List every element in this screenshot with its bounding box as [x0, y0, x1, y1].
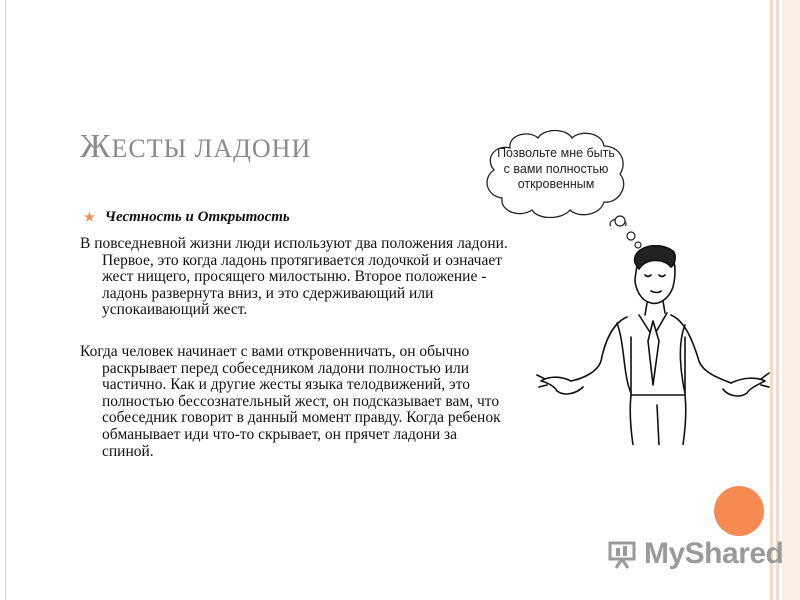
border-stripe [776, 0, 779, 600]
watermark-logo [606, 537, 783, 571]
border-stripe [770, 0, 773, 600]
subheading [84, 209, 290, 226]
man-open-palms-icon [535, 245, 770, 445]
paragraph-2-text: Когда человек начинает с вами откровенничать, он обычно раскрывает перед собеседником ладони полностью или частично. Как и другие жесты языка телодвижений, это полностью бессознательный жест, он подсказывает вам, что собеседник говорит в данный момент правду. Когда ребенок обманывает иди что-то скрывает, он прячет ладони за спиной. [80, 343, 501, 460]
title-rest: ЕСТЫ ЛАДОНИ [111, 134, 312, 163]
paragraph-2 [80, 344, 510, 460]
slide-right-border [770, 0, 800, 600]
border-stripe [782, 0, 800, 600]
star-bullet-icon: ★ [84, 210, 95, 224]
decorative-circle [714, 486, 764, 536]
title-first-letter: Ж [80, 128, 112, 165]
slide-title [80, 128, 311, 166]
paragraph-1-text: В повседневной жизни люди используют два положения ладони. Первое, это когда ладонь протягивается лодочкой и означает жест нищего, просящего милостыню. Второе положение - ладонь развернута вниз, и это сдерживающий или успокаивающий жест. [80, 235, 508, 319]
paragraph-1 [80, 236, 510, 319]
projector-icon [606, 539, 640, 569]
slide-left-border [0, 0, 6, 600]
subheading-text: Честность и Открытость [104, 209, 290, 225]
bubble-text: Позвольте мне быть с вами полностью откровенным [497, 146, 615, 191]
watermark-brand: MyShared [644, 537, 784, 570]
